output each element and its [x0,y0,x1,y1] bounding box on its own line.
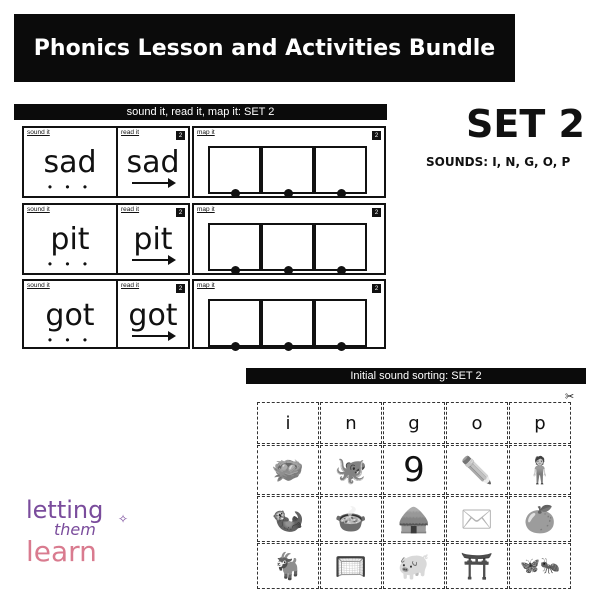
read-it-word: got [128,298,178,333]
reading-arrow-icon [132,335,174,337]
card-number-badge: 2 [372,208,381,217]
sound-dot-icon [337,189,346,198]
sorting-header-text: Initial sound sorting: SET 2 [350,370,482,382]
letter-o: o [471,412,483,434]
picture-card[interactable] [257,445,319,495]
person-icon: 🧍 [523,454,557,485]
logo-line-letting: letting [26,496,104,524]
logo [26,498,103,566]
sound-dot-icon [284,342,293,351]
otter-icon: 🦦 [271,503,305,534]
read-it-label: read it [121,206,140,213]
octopus-icon: 🐙 [334,454,368,485]
logo-line-them: them [54,520,96,539]
letter-cell [257,402,319,444]
letter-cell [509,402,571,444]
card-number-badge: 2 [372,131,381,140]
sound-dots: • • • [47,257,93,271]
nest-icon: 🪺 [271,454,305,485]
map-it-label: map it [197,129,215,136]
pot-icon: 🍲 [334,503,368,534]
letter-cell [320,402,382,444]
srm-header [14,104,387,120]
sound-it-label: sound it [27,282,50,289]
page-title: Phonics Lesson and Activities Bundle [33,35,496,61]
sound-box [208,146,261,194]
letter-cell [446,402,508,444]
letter-n: n [345,412,357,434]
sound-dot-icon [231,342,240,351]
envelope-icon: ✉️ [460,503,494,534]
sound-box [261,299,314,347]
number-nine-icon: 9 [403,450,425,490]
sound-it-card-sad [22,126,118,198]
map-it-label: map it [197,282,215,289]
picture-card[interactable] [383,445,445,495]
picture-card[interactable] [446,543,508,589]
sound-it-label: sound it [27,206,50,213]
picture-card[interactable] [509,445,571,495]
igloo-icon: 🛖 [397,503,431,534]
sound-box [314,223,367,271]
picture-card[interactable] [320,543,382,589]
sound-box [261,146,314,194]
goat-icon: 🐐 [271,550,305,581]
sound-dot-icon [284,266,293,275]
read-it-card-pit [116,203,190,275]
picture-card[interactable] [383,496,445,542]
page-title-banner [14,14,515,82]
sound-dot-icon [337,266,346,275]
scissors-icon: ✂ [565,391,575,403]
letter-cell [383,402,445,444]
sound-box [314,146,367,194]
logo-line-learn: learn [26,535,97,568]
picture-card[interactable] [509,543,571,589]
set-title: SET 2 [466,102,585,146]
net-icon: 🥅 [334,550,368,581]
letter-i: i [285,412,291,434]
read-it-word: sad [126,145,180,180]
picture-card[interactable] [257,496,319,542]
sound-dot-icon [231,266,240,275]
map-it-card [192,203,386,275]
sound-box [261,223,314,271]
sound-it-card-got [22,279,118,349]
card-number-badge: 2 [176,131,185,140]
sound-dot-icon [284,189,293,198]
sound-box [208,223,261,271]
sorting-header [246,368,586,384]
read-it-card-got [116,279,190,349]
map-it-card [192,126,386,198]
sound-box [208,299,261,347]
map-it-label: map it [197,206,215,213]
sound-dots: • • • [47,180,93,194]
read-it-card-sad [116,126,190,198]
insects-icon: 🦋🐜 [520,558,560,575]
letter-g: g [408,412,420,434]
read-it-label: read it [121,129,140,136]
picture-card[interactable] [446,445,508,495]
sound-it-word: pit [50,222,90,257]
picture-card[interactable] [509,496,571,542]
letter-p: p [534,412,546,434]
picture-card[interactable] [446,496,508,542]
picture-card[interactable] [320,445,382,495]
sound-it-word: sad [43,145,97,180]
pig-icon: 🐖 [397,550,431,581]
picture-card[interactable] [257,543,319,589]
picture-card[interactable] [320,496,382,542]
srm-header-text: sound it, read it, map it: SET 2 [126,106,275,118]
card-number-badge: 2 [176,208,185,217]
reading-arrow-icon [132,259,174,261]
picture-card[interactable] [383,543,445,589]
sound-dots: • • • [47,333,93,347]
sound-dot-icon [337,342,346,351]
gate-icon: ⛩️ [460,550,494,581]
sounds-list: SOUNDS: I, N, G, O, P [426,155,571,169]
sparkle-icon: ✧ [118,512,129,526]
sound-it-card-pit [22,203,118,275]
sound-dot-icon [231,189,240,198]
map-it-card [192,279,386,349]
card-number-badge: 2 [372,284,381,293]
sound-box [314,299,367,347]
sound-it-label: sound it [27,129,50,136]
read-it-label: read it [121,282,140,289]
pencil-icon: ✏️ [460,454,494,485]
read-it-word: pit [133,222,173,257]
reading-arrow-icon [132,182,174,184]
sound-it-word: got [45,298,95,333]
card-number-badge: 2 [176,284,185,293]
orange-icon: 🍊 [523,503,557,534]
